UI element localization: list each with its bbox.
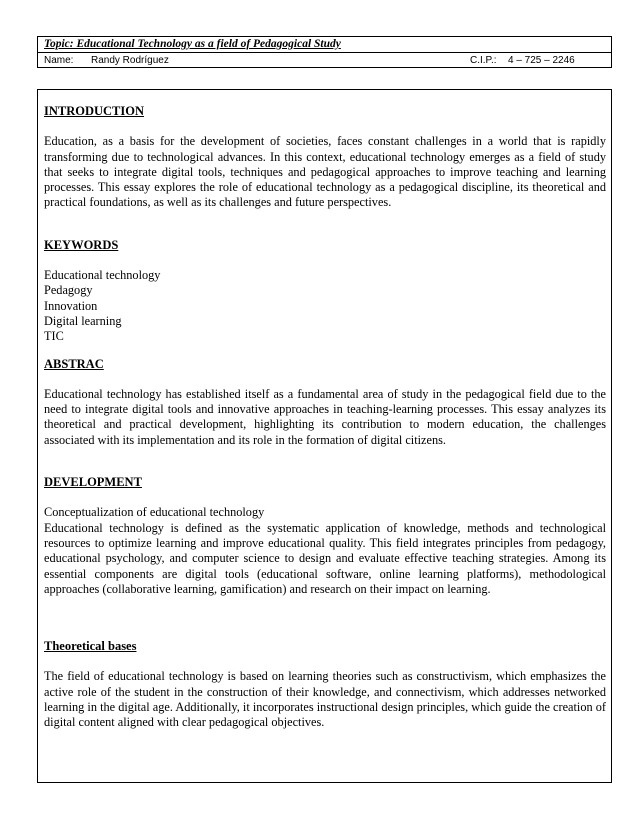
keyword-item: Digital learning [44,313,122,328]
development-body: Educational technology is defined as the systematic application of knowledge, methods and technological resources to optimize learning and improve educational quality. This field integrates principles from pedagogy, educational psychology, and computer science to design and evaluate effective teaching strategies. Among its essential components are digital tools (educational software, online learning platforms), methodological approaches (collaborative learning, gamification) and research on their impact on learning. [44,520,606,596]
theoretical-bases-heading: Theoretical bases [44,639,137,654]
theoretical-bases-body: The field of educational technology is based on learning theories such as constructivism, which emphasizes the active role of the student in the construction of their knowledge, and connectivism, which addresses networked learning in the digital age. Additionally, it incorporates instructional design principles, which guide the creation of digital content aligned with clear pedagogical objectives. [44,669,606,730]
introduction-heading: INTRODUCTION [44,104,145,118]
development-heading: DEVELOPMENT [44,475,142,490]
keyword-item: TIC [44,329,64,344]
keyword-item: Educational technology [44,268,161,283]
keyword-item: Pedagogy [44,283,93,298]
keyword-item: Innovation [44,298,98,313]
topic-line: Topic: Educational Technology as a field of Pedagogical Study [38,37,611,53]
abstract-body: Educational technology has established itself as a fundamental area of study in the pedagogical field due to the need to integrate digital tools and innovative approaches in teaching-learning processes. This essay analyzes its theoretical and practical development, highlighting its contribution to modern education, the challenges associated with its implementation and its role in the formation of digital citizens. [44,386,606,447]
cip-label: C.I.P.: [470,55,497,66]
essay-content [37,89,612,783]
development-subheading: Conceptualization of educational technology [44,505,265,520]
abstract-heading: ABSTRAC [44,356,104,371]
keywords-heading: KEYWORDS [44,237,119,252]
keywords-list [44,268,606,344]
name-row [38,53,611,68]
introduction-body: Education, as a basis for the development of societies, faces constant challenges in a world that is rapidly transforming due to technological advances. In this context, educational technology emerges as a field of study that seeks to integrate digital tools, techniques and pedagogical approaches to improve teaching and learning processes. This essay explores the role of educational technology as a pedagogical discipline, its theoretical and practical foundations, as well as its challenges and future perspectives. [44,134,606,210]
name-label: Name: [44,55,74,66]
cip-value: 4 – 725 – 2246 [508,55,575,66]
name-value: Randy Rodríguez [91,55,169,66]
header-table [37,36,612,68]
